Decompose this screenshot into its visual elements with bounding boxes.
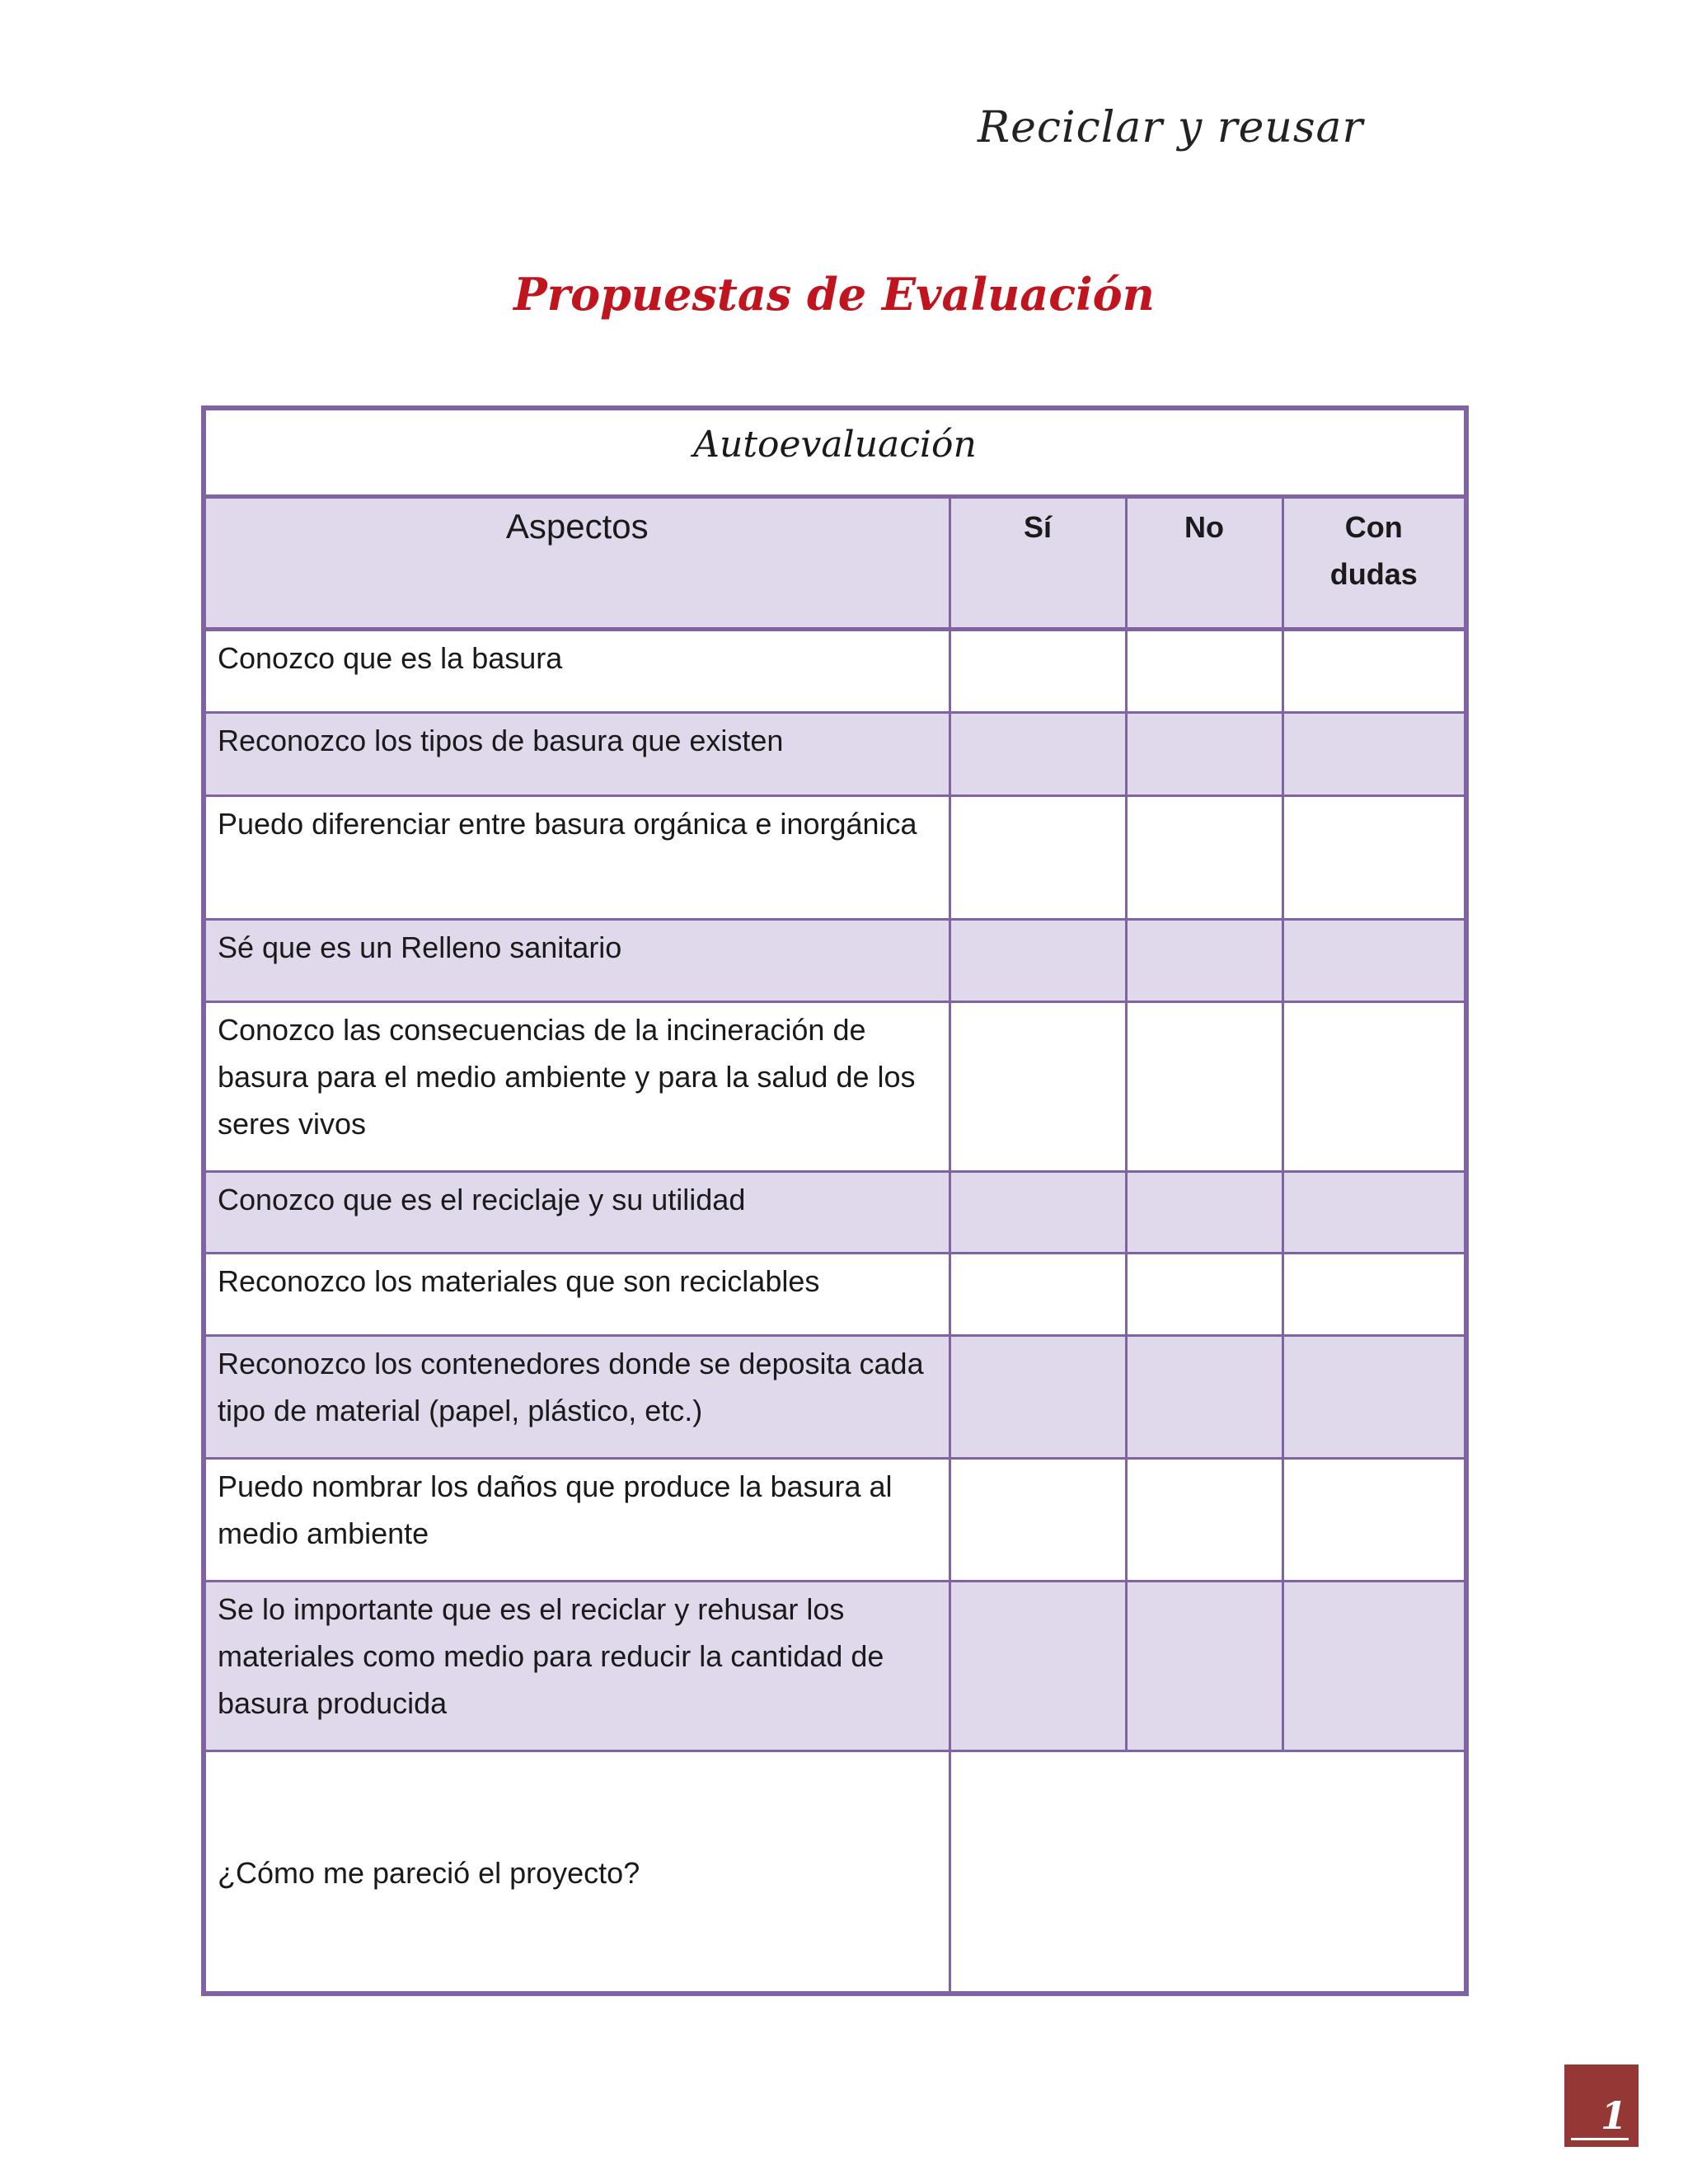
aspect-label: Reconozco los materiales que son reciclables	[204, 1254, 950, 1336]
aspect-label: Sé que es un Relleno sanitario	[204, 920, 950, 1002]
answer-cell-con-dudas[interactable]	[1282, 1582, 1466, 1751]
answer-cell-no[interactable]	[1126, 1459, 1282, 1582]
answer-cell-con-dudas[interactable]	[1282, 796, 1466, 920]
answer-cell-no[interactable]	[1126, 796, 1282, 920]
answer-cell-si[interactable]	[950, 713, 1126, 796]
answer-cell-si[interactable]	[950, 1172, 1126, 1254]
column-header-si: Sí	[950, 497, 1126, 630]
answer-cell-si[interactable]	[950, 630, 1126, 713]
answer-cell-con-dudas[interactable]	[1282, 1254, 1466, 1336]
final-question: ¿Cómo me pareció el proyecto?	[204, 1751, 950, 1994]
self-evaluation-table	[201, 405, 1469, 1996]
answer-cell-con-dudas[interactable]	[1282, 630, 1466, 713]
answer-cell-si[interactable]	[950, 1254, 1126, 1336]
aspect-label: Se lo importante que es el reciclar y rehusar los materiales como medio para reducir la cantidad de basura producida	[204, 1582, 950, 1751]
aspect-label: Conozco que es la basura	[204, 630, 950, 713]
answer-cell-con-dudas[interactable]	[1282, 1336, 1466, 1459]
table-caption: Autoevaluación	[204, 408, 1466, 497]
answer-cell-no[interactable]	[1126, 1172, 1282, 1254]
page-number: 1	[1571, 2093, 1629, 2140]
aspect-label: Reconozco los contenedores donde se deposita cada tipo de material (papel, plástico, etc.)	[204, 1336, 950, 1459]
answer-cell-con-dudas[interactable]	[1282, 1172, 1466, 1254]
column-header-aspectos: Aspectos	[204, 497, 950, 630]
final-answer-cell[interactable]	[950, 1751, 1466, 1994]
answer-cell-con-dudas[interactable]	[1282, 1459, 1466, 1582]
answer-cell-si[interactable]	[950, 1459, 1126, 1582]
aspect-label: Reconozco los tipos de basura que existen	[204, 713, 950, 796]
aspect-label: Conozco que es el reciclaje y su utilidad	[204, 1172, 950, 1254]
answer-cell-con-dudas[interactable]	[1282, 713, 1466, 796]
answer-cell-no[interactable]	[1126, 713, 1282, 796]
answer-cell-no[interactable]	[1126, 920, 1282, 1002]
answer-cell-no[interactable]	[1126, 1254, 1282, 1336]
answer-cell-no[interactable]	[1126, 630, 1282, 713]
answer-cell-no[interactable]	[1126, 1336, 1282, 1459]
answer-cell-si[interactable]	[950, 920, 1126, 1002]
answer-cell-si[interactable]	[950, 796, 1126, 920]
aspect-label: Puedo diferenciar entre basura orgánica e inorgánica	[204, 796, 950, 920]
answer-cell-no[interactable]	[1126, 1582, 1282, 1751]
column-header-con-dudas: Con dudas	[1282, 497, 1466, 630]
answer-cell-si[interactable]	[950, 1336, 1126, 1459]
header-title: Reciclar y reusar	[978, 103, 1364, 152]
aspect-label: Conozco las consecuencias de la incineración de basura para el medio ambiente y para la salud de los seres vivos	[204, 1002, 950, 1172]
page-title: Propuestas de Evaluación	[513, 268, 1155, 321]
aspect-label: Puedo nombrar los daños que produce la basura al medio ambiente	[204, 1459, 950, 1582]
answer-cell-si[interactable]	[950, 1582, 1126, 1751]
answer-cell-con-dudas[interactable]	[1282, 920, 1466, 1002]
answer-cell-con-dudas[interactable]	[1282, 1002, 1466, 1172]
answer-cell-no[interactable]	[1126, 1002, 1282, 1172]
column-header-no: No	[1126, 497, 1282, 630]
answer-cell-si[interactable]	[950, 1002, 1126, 1172]
page-number-badge	[1564, 2064, 1639, 2147]
